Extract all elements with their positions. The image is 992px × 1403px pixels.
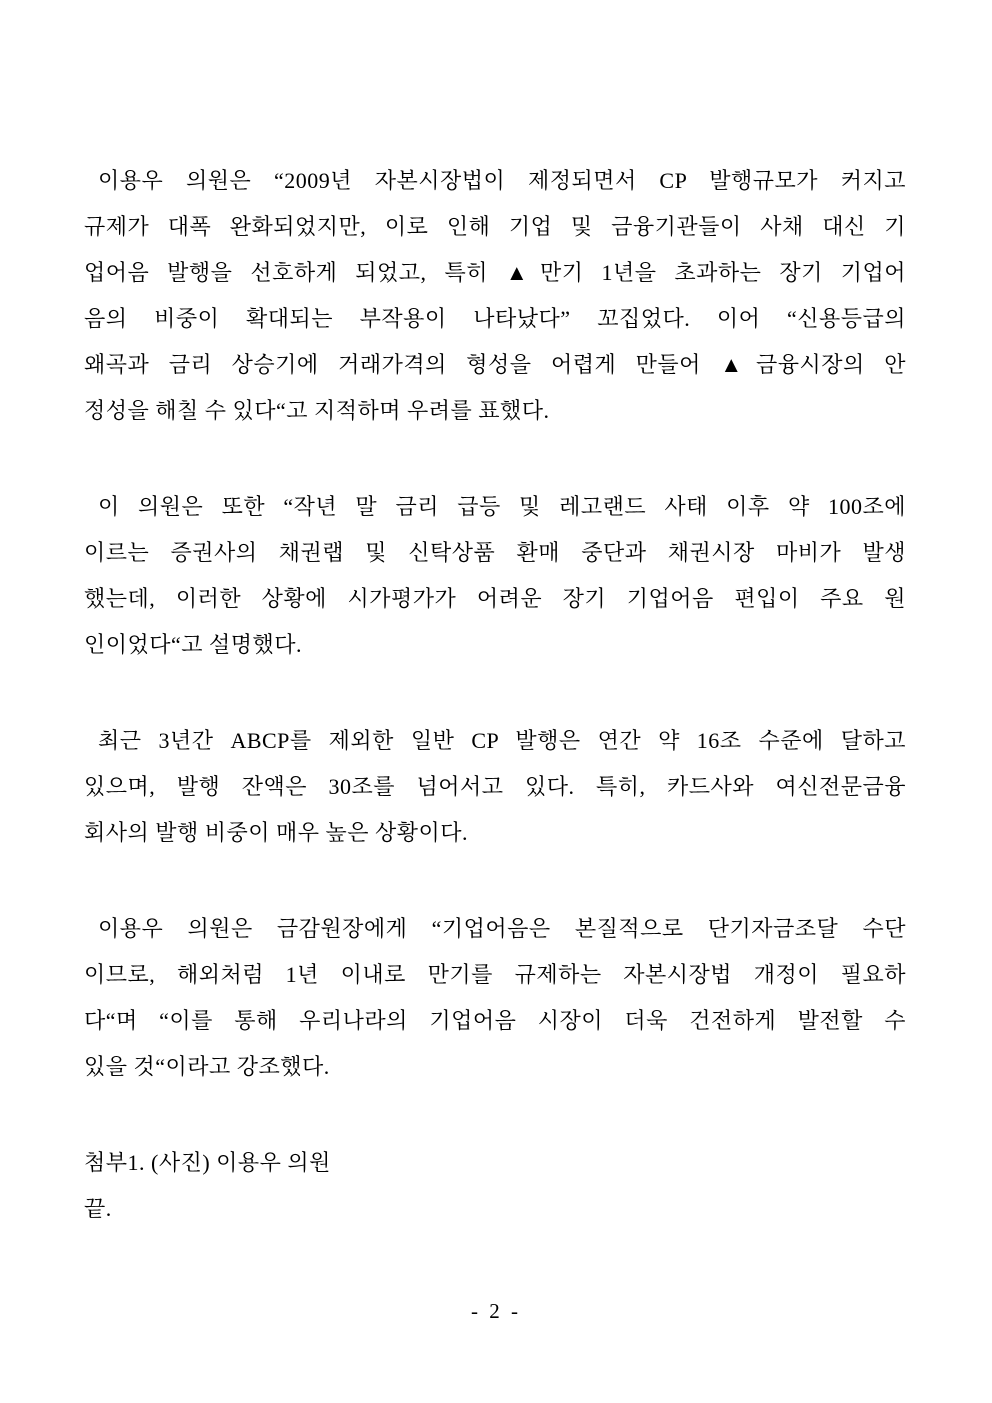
attachment-note (84, 1140, 906, 1232)
text-line: 이르는 증권사의 채권랩 및 신탁상품 환매 중단과 채권시장 마비가 발생 (84, 540, 906, 565)
text-line: 했는데, 이러한 상황에 시가평가가 어려운 장기 기업어음 편입이 주요 원 (84, 586, 906, 611)
text-line: 업어음 발행을 선호하게 되었고, 특히 ▲만기 1년을 초과하는 장기 기업어 (84, 260, 906, 285)
text-line: 인이었다“고 설명했다. (84, 632, 303, 657)
text-line: 있으며, 발행 잔액은 30조를 넘어서고 있다. 특히, 카드사와 여신전문금융 (84, 774, 906, 799)
document-body (84, 158, 906, 1232)
text-line: 규제가 대폭 완화되었지만, 이로 인해 기업 및 금융기관들이 사채 대신 기 (84, 214, 906, 239)
text-line: 정성을 해칠 수 있다“고 지적하며 우려를 표했다. (84, 398, 550, 423)
end-marker: 끝. (84, 1196, 112, 1221)
paragraph (84, 158, 906, 434)
text-line: 이용우 의원은 “2009년 자본시장법이 제정되면서 CP 발행규모가 커지고 (98, 168, 906, 193)
paragraph (84, 718, 906, 856)
text-line: 다“며 “이를 통해 우리나라의 기업어음 시장이 더욱 건전하게 발전할 수 (84, 1008, 906, 1033)
page-number: - 2 - (471, 1299, 521, 1323)
paragraph (84, 906, 906, 1090)
text-line: 있을 것“이라고 강조했다. (84, 1054, 330, 1079)
attachment-line: 첨부1. (사진) 이용우 의원 (84, 1150, 331, 1175)
text-line: 이용우 의원은 금감원장에게 “기업어음은 본질적으로 단기자금조달 수단 (98, 916, 906, 941)
text-line: 이므로, 해외처럼 1년 이내로 만기를 규제하는 자본시장법 개정이 필요하 (84, 962, 906, 987)
text-line: 음의 비중이 확대되는 부작용이 나타났다” 꼬집었다. 이어 “신용등급의 (84, 306, 906, 331)
text-line: 최근 3년간 ABCP를 제외한 일반 CP 발행은 연간 약 16조 수준에 달하고 (98, 728, 906, 753)
text-line: 이 의원은 또한 “작년 말 금리 급등 및 레고랜드 사태 이후 약 100조에 (98, 494, 906, 519)
text-line: 왜곡과 금리 상승기에 거래가격의 형성을 어렵게 만들어 ▲금융시장의 안 (84, 352, 906, 377)
paragraph (84, 484, 906, 668)
text-line: 회사의 발행 비중이 매우 높은 상황이다. (84, 820, 469, 845)
